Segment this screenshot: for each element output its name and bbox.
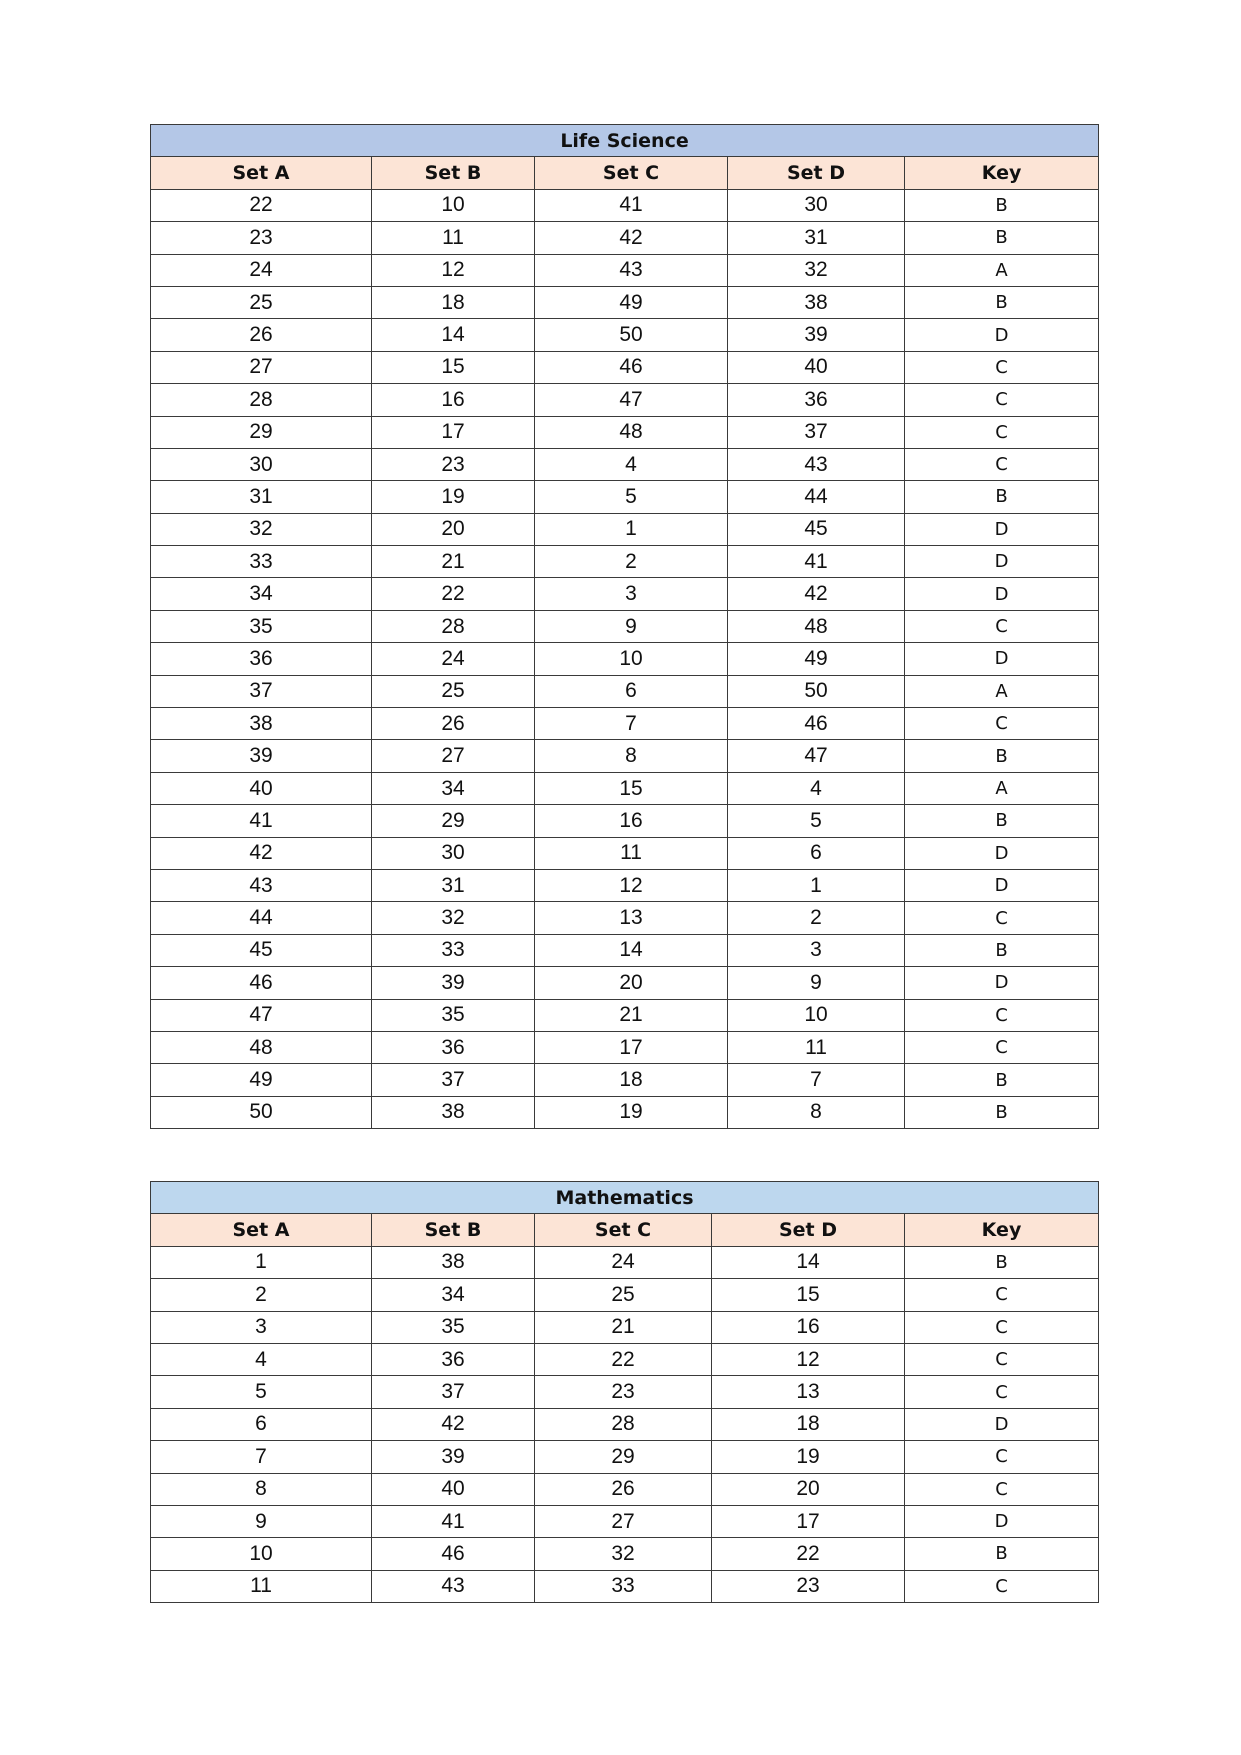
cell-set-c: 46 bbox=[535, 351, 728, 383]
cell-key: D bbox=[905, 319, 1099, 351]
column-header-row bbox=[151, 1214, 1099, 1246]
table-row bbox=[151, 286, 1099, 318]
cell-set-a: 35 bbox=[151, 610, 372, 642]
cell-set-d: 14 bbox=[712, 1246, 905, 1278]
table-row bbox=[151, 546, 1099, 578]
cell-key: A bbox=[905, 254, 1099, 286]
cell-set-b: 19 bbox=[372, 481, 535, 513]
cell-set-c: 9 bbox=[535, 610, 728, 642]
cell-set-d: 46 bbox=[728, 708, 905, 740]
cell-set-c: 14 bbox=[535, 934, 728, 966]
cell-set-c: 47 bbox=[535, 384, 728, 416]
cell-key: D bbox=[905, 546, 1099, 578]
cell-set-a: 4 bbox=[151, 1343, 372, 1375]
cell-key: C bbox=[905, 708, 1099, 740]
cell-set-c: 10 bbox=[535, 643, 728, 675]
table-row bbox=[151, 1343, 1099, 1375]
cell-set-a: 46 bbox=[151, 967, 372, 999]
cell-set-a: 29 bbox=[151, 416, 372, 448]
section-title-mathematics: Mathematics bbox=[151, 1182, 1099, 1214]
cell-set-b: 12 bbox=[372, 254, 535, 286]
cell-key: D bbox=[905, 513, 1099, 545]
cell-set-c: 18 bbox=[535, 1064, 728, 1096]
cell-set-d: 50 bbox=[728, 675, 905, 707]
cell-set-d: 36 bbox=[728, 384, 905, 416]
cell-key: C bbox=[905, 999, 1099, 1031]
cell-set-a: 37 bbox=[151, 675, 372, 707]
cell-key: D bbox=[905, 869, 1099, 901]
cell-set-c: 21 bbox=[535, 999, 728, 1031]
cell-set-d: 31 bbox=[728, 222, 905, 254]
table-row bbox=[151, 772, 1099, 804]
cell-set-a: 31 bbox=[151, 481, 372, 513]
cell-set-c: 26 bbox=[535, 1473, 712, 1505]
cell-key: B bbox=[905, 286, 1099, 318]
table-row bbox=[151, 222, 1099, 254]
cell-set-b: 14 bbox=[372, 319, 535, 351]
cell-set-c: 23 bbox=[535, 1376, 712, 1408]
table-row bbox=[151, 189, 1099, 221]
cell-set-a: 26 bbox=[151, 319, 372, 351]
table-row bbox=[151, 384, 1099, 416]
cell-set-c: 2 bbox=[535, 546, 728, 578]
cell-set-a: 47 bbox=[151, 999, 372, 1031]
cell-set-d: 45 bbox=[728, 513, 905, 545]
cell-set-a: 30 bbox=[151, 448, 372, 480]
column-header-row bbox=[151, 157, 1099, 189]
table-row bbox=[151, 1376, 1099, 1408]
cell-set-b: 40 bbox=[372, 1473, 535, 1505]
cell-set-d: 23 bbox=[712, 1570, 905, 1602]
cell-set-a: 27 bbox=[151, 351, 372, 383]
table-row bbox=[151, 1311, 1099, 1343]
cell-set-d: 22 bbox=[712, 1538, 905, 1570]
cell-key: C bbox=[905, 1279, 1099, 1311]
cell-set-c: 19 bbox=[535, 1096, 728, 1128]
table-row bbox=[151, 1441, 1099, 1473]
cell-set-b: 35 bbox=[372, 999, 535, 1031]
cell-set-a: 11 bbox=[151, 1570, 372, 1602]
cell-key: D bbox=[905, 643, 1099, 675]
column-header-key: Key bbox=[905, 1214, 1099, 1246]
table-row bbox=[151, 1538, 1099, 1570]
cell-set-c: 24 bbox=[535, 1246, 712, 1278]
cell-set-b: 24 bbox=[372, 643, 535, 675]
cell-set-c: 5 bbox=[535, 481, 728, 513]
table-row bbox=[151, 513, 1099, 545]
cell-set-b: 18 bbox=[372, 286, 535, 318]
cell-key: C bbox=[905, 1311, 1099, 1343]
table-row bbox=[151, 319, 1099, 351]
cell-set-b: 43 bbox=[372, 1570, 535, 1602]
cell-set-d: 13 bbox=[712, 1376, 905, 1408]
cell-set-c: 17 bbox=[535, 1031, 728, 1063]
cell-set-b: 38 bbox=[372, 1096, 535, 1128]
cell-set-c: 48 bbox=[535, 416, 728, 448]
cell-set-a: 25 bbox=[151, 286, 372, 318]
table-row bbox=[151, 578, 1099, 610]
cell-set-a: 48 bbox=[151, 1031, 372, 1063]
table-row bbox=[151, 1246, 1099, 1278]
cell-key: C bbox=[905, 351, 1099, 383]
cell-set-b: 32 bbox=[372, 902, 535, 934]
cell-set-d: 38 bbox=[728, 286, 905, 318]
cell-key: B bbox=[905, 1538, 1099, 1570]
table-row bbox=[151, 481, 1099, 513]
cell-set-d: 15 bbox=[712, 1279, 905, 1311]
cell-set-a: 24 bbox=[151, 254, 372, 286]
cell-set-d: 47 bbox=[728, 740, 905, 772]
cell-key: C bbox=[905, 610, 1099, 642]
table-row bbox=[151, 1473, 1099, 1505]
table-row bbox=[151, 805, 1099, 837]
cell-set-a: 38 bbox=[151, 708, 372, 740]
cell-set-c: 22 bbox=[535, 1343, 712, 1375]
cell-set-d: 4 bbox=[728, 772, 905, 804]
cell-set-a: 32 bbox=[151, 513, 372, 545]
table-row bbox=[151, 1408, 1099, 1440]
cell-key: B bbox=[905, 1246, 1099, 1278]
cell-set-a: 50 bbox=[151, 1096, 372, 1128]
cell-key: D bbox=[905, 578, 1099, 610]
section-title-life-science: Life Science bbox=[151, 125, 1099, 157]
mathematics-body bbox=[151, 1246, 1099, 1602]
cell-key: C bbox=[905, 1376, 1099, 1408]
cell-set-c: 21 bbox=[535, 1311, 712, 1343]
cell-set-c: 41 bbox=[535, 189, 728, 221]
table-row bbox=[151, 1279, 1099, 1311]
cell-set-a: 22 bbox=[151, 189, 372, 221]
cell-set-b: 20 bbox=[372, 513, 535, 545]
cell-set-d: 42 bbox=[728, 578, 905, 610]
cell-set-a: 40 bbox=[151, 772, 372, 804]
cell-set-c: 11 bbox=[535, 837, 728, 869]
cell-set-d: 37 bbox=[728, 416, 905, 448]
cell-set-d: 12 bbox=[712, 1343, 905, 1375]
column-header-set-a: Set A bbox=[151, 157, 372, 189]
cell-set-b: 33 bbox=[372, 934, 535, 966]
cell-set-d: 7 bbox=[728, 1064, 905, 1096]
table-row bbox=[151, 999, 1099, 1031]
cell-set-c: 32 bbox=[535, 1538, 712, 1570]
cell-set-b: 36 bbox=[372, 1031, 535, 1063]
column-header-set-c: Set C bbox=[535, 157, 728, 189]
cell-set-a: 41 bbox=[151, 805, 372, 837]
cell-set-a: 8 bbox=[151, 1473, 372, 1505]
column-header-key: Key bbox=[905, 157, 1099, 189]
cell-key: D bbox=[905, 1408, 1099, 1440]
table-row bbox=[151, 675, 1099, 707]
cell-set-d: 10 bbox=[728, 999, 905, 1031]
cell-set-d: 48 bbox=[728, 610, 905, 642]
cell-key: B bbox=[905, 222, 1099, 254]
section-title-row bbox=[151, 125, 1099, 157]
cell-set-c: 20 bbox=[535, 967, 728, 999]
cell-set-d: 5 bbox=[728, 805, 905, 837]
cell-set-d: 1 bbox=[728, 869, 905, 901]
cell-set-d: 49 bbox=[728, 643, 905, 675]
life-science-table bbox=[150, 124, 1099, 1129]
cell-set-c: 15 bbox=[535, 772, 728, 804]
cell-set-b: 17 bbox=[372, 416, 535, 448]
cell-set-a: 23 bbox=[151, 222, 372, 254]
cell-set-a: 39 bbox=[151, 740, 372, 772]
table-row bbox=[151, 837, 1099, 869]
cell-set-b: 28 bbox=[372, 610, 535, 642]
cell-set-a: 3 bbox=[151, 1311, 372, 1343]
cell-set-a: 5 bbox=[151, 1376, 372, 1408]
cell-key: C bbox=[905, 1570, 1099, 1602]
table-row bbox=[151, 708, 1099, 740]
cell-key: C bbox=[905, 1473, 1099, 1505]
cell-key: D bbox=[905, 1505, 1099, 1537]
cell-set-b: 16 bbox=[372, 384, 535, 416]
cell-set-d: 9 bbox=[728, 967, 905, 999]
cell-set-b: 27 bbox=[372, 740, 535, 772]
cell-set-b: 22 bbox=[372, 578, 535, 610]
cell-set-d: 30 bbox=[728, 189, 905, 221]
cell-set-b: 10 bbox=[372, 189, 535, 221]
cell-set-d: 40 bbox=[728, 351, 905, 383]
cell-set-b: 38 bbox=[372, 1246, 535, 1278]
cell-set-a: 42 bbox=[151, 837, 372, 869]
cell-set-b: 29 bbox=[372, 805, 535, 837]
cell-key: D bbox=[905, 967, 1099, 999]
cell-set-c: 42 bbox=[535, 222, 728, 254]
cell-key: C bbox=[905, 384, 1099, 416]
cell-set-d: 6 bbox=[728, 837, 905, 869]
cell-set-d: 18 bbox=[712, 1408, 905, 1440]
cell-key: B bbox=[905, 740, 1099, 772]
cell-set-c: 3 bbox=[535, 578, 728, 610]
cell-set-d: 19 bbox=[712, 1441, 905, 1473]
cell-set-c: 4 bbox=[535, 448, 728, 480]
cell-set-c: 16 bbox=[535, 805, 728, 837]
cell-set-a: 1 bbox=[151, 1246, 372, 1278]
cell-set-d: 39 bbox=[728, 319, 905, 351]
cell-set-b: 41 bbox=[372, 1505, 535, 1537]
cell-set-a: 33 bbox=[151, 546, 372, 578]
cell-set-a: 2 bbox=[151, 1279, 372, 1311]
cell-set-b: 42 bbox=[372, 1408, 535, 1440]
table-row bbox=[151, 869, 1099, 901]
cell-set-b: 15 bbox=[372, 351, 535, 383]
cell-set-b: 34 bbox=[372, 1279, 535, 1311]
cell-set-a: 28 bbox=[151, 384, 372, 416]
cell-set-b: 46 bbox=[372, 1538, 535, 1570]
table-row bbox=[151, 351, 1099, 383]
cell-set-a: 9 bbox=[151, 1505, 372, 1537]
cell-set-d: 3 bbox=[728, 934, 905, 966]
cell-set-a: 10 bbox=[151, 1538, 372, 1570]
cell-set-d: 43 bbox=[728, 448, 905, 480]
mathematics-table bbox=[150, 1181, 1099, 1603]
table-row bbox=[151, 1064, 1099, 1096]
cell-set-d: 2 bbox=[728, 902, 905, 934]
cell-set-b: 39 bbox=[372, 1441, 535, 1473]
column-header-set-d: Set D bbox=[728, 157, 905, 189]
cell-set-d: 41 bbox=[728, 546, 905, 578]
cell-set-b: 35 bbox=[372, 1311, 535, 1343]
cell-key: A bbox=[905, 675, 1099, 707]
table-row bbox=[151, 1031, 1099, 1063]
cell-key: B bbox=[905, 934, 1099, 966]
cell-set-b: 11 bbox=[372, 222, 535, 254]
cell-set-a: 6 bbox=[151, 1408, 372, 1440]
column-header-set-c: Set C bbox=[535, 1214, 712, 1246]
cell-set-c: 6 bbox=[535, 675, 728, 707]
table-row bbox=[151, 1096, 1099, 1128]
cell-key: B bbox=[905, 189, 1099, 221]
cell-key: B bbox=[905, 805, 1099, 837]
cell-set-c: 25 bbox=[535, 1279, 712, 1311]
table-row bbox=[151, 643, 1099, 675]
cell-set-a: 45 bbox=[151, 934, 372, 966]
column-header-set-a: Set A bbox=[151, 1214, 372, 1246]
section-title-row bbox=[151, 1182, 1099, 1214]
table-row bbox=[151, 967, 1099, 999]
cell-set-c: 49 bbox=[535, 286, 728, 318]
table-row bbox=[151, 934, 1099, 966]
cell-set-d: 16 bbox=[712, 1311, 905, 1343]
cell-set-c: 12 bbox=[535, 869, 728, 901]
cell-set-b: 39 bbox=[372, 967, 535, 999]
life-science-body bbox=[151, 189, 1099, 1128]
cell-set-a: 34 bbox=[151, 578, 372, 610]
cell-set-c: 29 bbox=[535, 1441, 712, 1473]
cell-set-a: 43 bbox=[151, 869, 372, 901]
cell-set-c: 8 bbox=[535, 740, 728, 772]
cell-set-b: 34 bbox=[372, 772, 535, 804]
column-header-set-b: Set B bbox=[372, 1214, 535, 1246]
cell-set-a: 49 bbox=[151, 1064, 372, 1096]
cell-key: B bbox=[905, 1096, 1099, 1128]
cell-set-c: 27 bbox=[535, 1505, 712, 1537]
cell-set-d: 8 bbox=[728, 1096, 905, 1128]
cell-key: C bbox=[905, 1031, 1099, 1063]
cell-set-a: 36 bbox=[151, 643, 372, 675]
cell-key: C bbox=[905, 1441, 1099, 1473]
table-row bbox=[151, 1505, 1099, 1537]
cell-set-b: 37 bbox=[372, 1064, 535, 1096]
cell-set-d: 44 bbox=[728, 481, 905, 513]
column-header-set-d: Set D bbox=[712, 1214, 905, 1246]
cell-set-b: 36 bbox=[372, 1343, 535, 1375]
table-row bbox=[151, 448, 1099, 480]
table-row bbox=[151, 1570, 1099, 1602]
cell-set-a: 44 bbox=[151, 902, 372, 934]
cell-set-b: 23 bbox=[372, 448, 535, 480]
cell-set-d: 32 bbox=[728, 254, 905, 286]
table-row bbox=[151, 254, 1099, 286]
table-row bbox=[151, 902, 1099, 934]
cell-key: A bbox=[905, 772, 1099, 804]
cell-key: C bbox=[905, 416, 1099, 448]
cell-key: B bbox=[905, 1064, 1099, 1096]
cell-set-a: 7 bbox=[151, 1441, 372, 1473]
column-header-set-b: Set B bbox=[372, 157, 535, 189]
cell-set-c: 33 bbox=[535, 1570, 712, 1602]
cell-set-d: 17 bbox=[712, 1505, 905, 1537]
cell-set-b: 30 bbox=[372, 837, 535, 869]
cell-set-d: 11 bbox=[728, 1031, 905, 1063]
cell-set-b: 31 bbox=[372, 869, 535, 901]
cell-set-c: 50 bbox=[535, 319, 728, 351]
cell-key: B bbox=[905, 481, 1099, 513]
cell-set-b: 25 bbox=[372, 675, 535, 707]
cell-set-c: 43 bbox=[535, 254, 728, 286]
cell-set-b: 21 bbox=[372, 546, 535, 578]
cell-set-c: 13 bbox=[535, 902, 728, 934]
table-row bbox=[151, 740, 1099, 772]
cell-key: C bbox=[905, 448, 1099, 480]
cell-key: C bbox=[905, 1343, 1099, 1375]
cell-set-d: 20 bbox=[712, 1473, 905, 1505]
cell-key: C bbox=[905, 902, 1099, 934]
cell-set-b: 37 bbox=[372, 1376, 535, 1408]
cell-set-c: 1 bbox=[535, 513, 728, 545]
table-row bbox=[151, 610, 1099, 642]
cell-key: D bbox=[905, 837, 1099, 869]
table-row bbox=[151, 416, 1099, 448]
cell-set-c: 28 bbox=[535, 1408, 712, 1440]
cell-set-b: 26 bbox=[372, 708, 535, 740]
cell-set-c: 7 bbox=[535, 708, 728, 740]
